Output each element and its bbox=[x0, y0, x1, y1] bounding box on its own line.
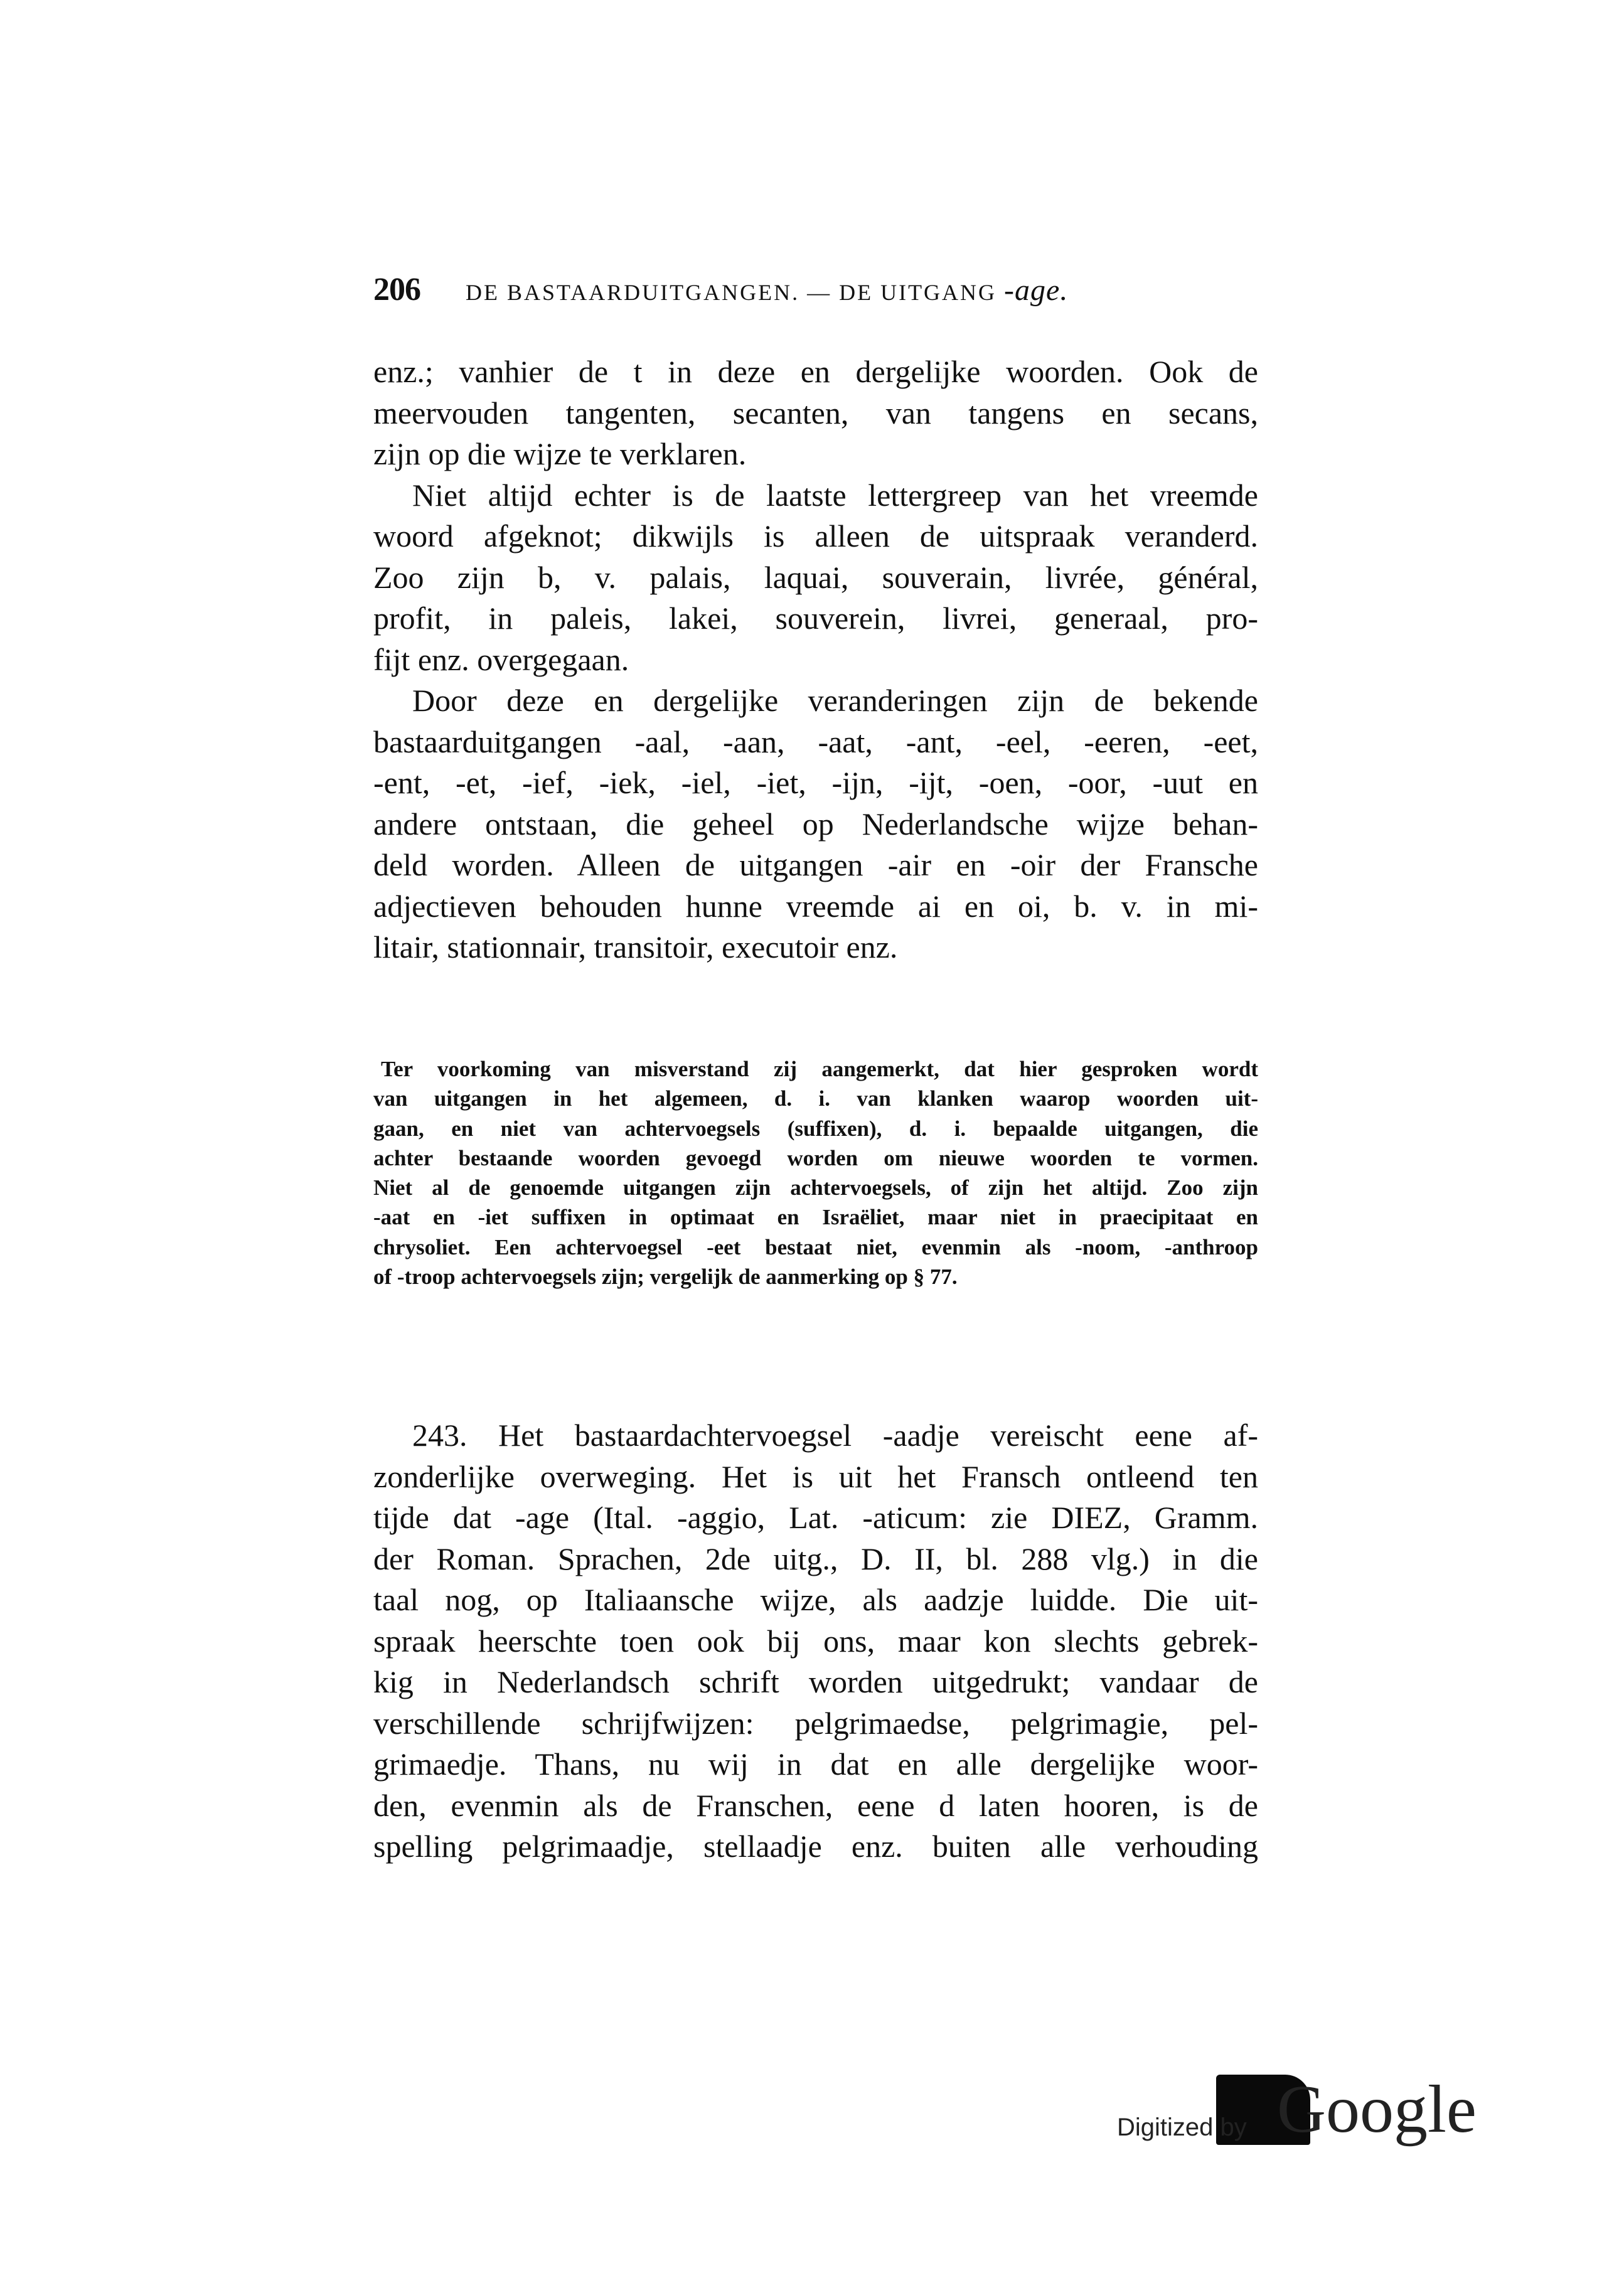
text-line: taal nog, op Italiaansche wijze, als aadzje luidde. Die uit- bbox=[373, 1582, 1258, 1617]
text-line: profit, in paleis, lakei, souverein, livrei, generaal, pro- bbox=[373, 601, 1258, 636]
text-line: kig in Nederlandsch schrift worden uitgedrukt; vandaar de bbox=[373, 1664, 1258, 1699]
text-line: spelling pelgrimaadje, stellaadje enz. buiten alle verhouding bbox=[373, 1829, 1258, 1864]
text-line: den, evenmin als de Franschen, eene d laten hooren, is de bbox=[373, 1787, 1258, 1823]
text-line: litair, stationnair, transitoir, executoir enz. bbox=[373, 929, 898, 965]
footnote-line: Ter voorkoming van misverstand zij aangemerkt, dat hier gesproken wordt bbox=[381, 1057, 1258, 1081]
text-line: meervouden tangenten, secanten, van tangens en secans, bbox=[373, 395, 1258, 430]
text-line: enz.; vanhier de t in deze en dergelijke woorden. Ook de bbox=[373, 354, 1258, 389]
text-line: spraak heerschte toen ook bij ons, maar kon slechts gebrek- bbox=[373, 1623, 1258, 1659]
body-text bbox=[373, 351, 1258, 968]
text-line: andere ontstaan, die geheel op Nederlandsche wijze behan- bbox=[373, 806, 1258, 842]
text-line: -ent, -et, -ief, -iek, -iel, -iet, -ijn, -ijt, -oen, -oor, -uut en bbox=[373, 765, 1258, 800]
footnote-line: Niet al de genoemde uitgangen zijn achtervoegsels, of zijn het altijd. Zoo zijn bbox=[373, 1175, 1258, 1200]
footnote-line: achter bestaande woorden gevoegd worden om nieuwe woorden te vormen. bbox=[373, 1145, 1258, 1170]
running-header bbox=[373, 271, 1258, 315]
footnote-line: of -troop achtervoegsels zijn; vergelijk de aanmerking op § 77. bbox=[373, 1264, 958, 1290]
footnote-line: gaan, en niet van achtervoegsels (suffixen), d. i. bepaalde uitgangen, die bbox=[373, 1116, 1258, 1141]
text-line: adjectieven behouden hunne vreemde ai en oi, b. v. in mi- bbox=[373, 888, 1258, 924]
text-line: zonderlijke overweging. Het is uit het Fransch ontleend ten bbox=[373, 1458, 1258, 1494]
text-line: der Roman. Sprachen, 2de uitg., D. II, bl. 288 vlg.) in die bbox=[373, 1541, 1258, 1576]
footnote bbox=[373, 1054, 1258, 1291]
footnote-line: van uitgangen in het algemeen, d. i. van klanken waarop woorden uit- bbox=[373, 1086, 1258, 1111]
section-243 bbox=[373, 1415, 1258, 1868]
text-line: Niet altijd echter is de laatste lettergreep van het vreemde bbox=[412, 477, 1258, 513]
footnote-line: -aat en -iet suffixen in optimaat en Israëliet, maar niet in praecipitaat en bbox=[373, 1205, 1258, 1230]
watermark-prefix: Digitized by bbox=[1117, 2114, 1247, 2141]
text-line: Door deze en dergelijke veranderingen zijn de bekende bbox=[412, 683, 1258, 718]
google-logo: Google bbox=[1277, 2072, 1477, 2147]
text-line: verschillende schrijfwijzen: pelgrimaedse, pelgrimagie, pel- bbox=[373, 1705, 1258, 1741]
text-line: 243. Het bastaardachtervoegsel -aadje vereischt eene af- bbox=[412, 1418, 1258, 1453]
text-line: woord afgeknot; dikwijls is alleen de uitspraak veranderd. bbox=[373, 518, 1258, 553]
running-head bbox=[466, 273, 1068, 307]
text-line: Zoo zijn b, v. palais, laquai, souverain, livrée, général, bbox=[373, 559, 1258, 595]
page-number: 206 bbox=[373, 272, 420, 307]
text-line: bastaarduitgangen -aal, -aan, -aat, -ant, -eel, -eeren, -eet, bbox=[373, 724, 1258, 759]
text-line: zijn op die wijze te verklaren. bbox=[373, 436, 747, 471]
footnote-line: chrysoliet. Een achtervoegsel -eet bestaat niet, evenmin als -noom, -anthroop bbox=[373, 1234, 1258, 1259]
running-head-title: DE BASTAARDUITGANGEN. — DE UITGANG bbox=[466, 280, 997, 305]
text-line: fijt enz. overgegaan. bbox=[373, 641, 629, 677]
running-head-suffix: -age. bbox=[1004, 274, 1069, 307]
text-line: deld worden. Alleen de uitgangen -air en -oir der Fransche bbox=[373, 847, 1258, 882]
digitized-by-google-watermark bbox=[1117, 2071, 1477, 2159]
text-line: tijde dat -age (Ital. -aggio, Lat. -aticum: zie DIEZ, Gramm. bbox=[373, 1500, 1258, 1535]
text-line: grimaedje. Thans, nu wij in dat en alle dergelijke woor- bbox=[373, 1746, 1258, 1782]
